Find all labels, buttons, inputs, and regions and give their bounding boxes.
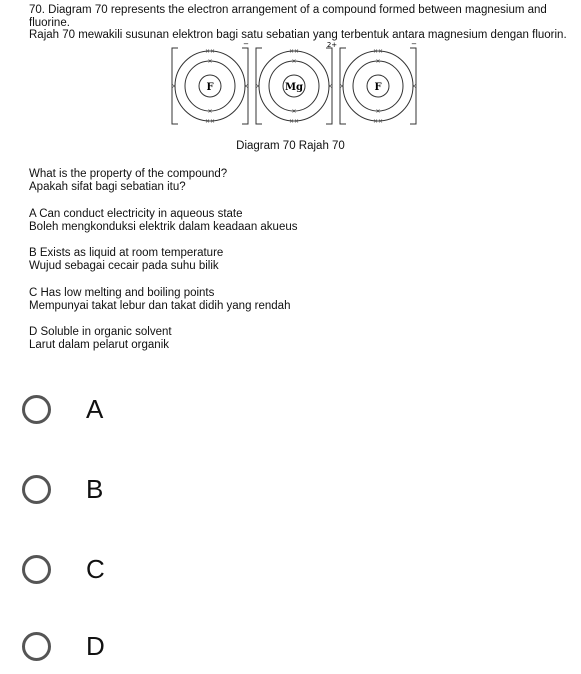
choice-a-text — [29, 208, 298, 233]
svg-text:×: × — [375, 108, 381, 115]
radio-d[interactable] — [22, 632, 51, 661]
choice-b-text — [29, 247, 223, 272]
svg-text:×: × — [171, 83, 177, 90]
choice-c-text — [29, 287, 290, 312]
choice-d-malay: Larut dalam pelarut organik — [29, 338, 169, 351]
ion-symbol-f-right: F — [374, 82, 382, 93]
answer-option-b-label: B — [86, 473, 104, 504]
prompt-malay: Apakah sifat bagi sebatian itu? — [29, 180, 186, 193]
answer-option-c-label: C — [86, 553, 105, 584]
svg-text:×: × — [339, 83, 345, 90]
svg-text:×: × — [411, 83, 417, 90]
question-malay: Rajah 70 mewakili susunan elektron bagi satu sebatian yang terbentuk antara magnesium dengan fluorin. — [29, 29, 567, 41]
answer-option-c[interactable] — [22, 549, 105, 589]
svg-text:×: × — [291, 108, 297, 115]
ion-symbol-f-left: F — [206, 82, 214, 93]
choice-a-english: A Can conduct electricity in aqueous state — [29, 208, 243, 220]
radio-c[interactable] — [22, 555, 51, 584]
choice-d-text — [29, 326, 172, 351]
answer-option-a-label: A — [86, 393, 104, 424]
choice-b-english: B Exists as liquid at room temperature — [29, 247, 224, 259]
answer-option-d[interactable] — [22, 626, 105, 666]
svg-text:××: ×× — [372, 48, 384, 55]
svg-text:××: ×× — [288, 118, 300, 125]
ion-charge-f-left: − — [243, 42, 249, 48]
svg-text:×: × — [327, 83, 333, 90]
svg-text:×: × — [291, 58, 297, 65]
question-english: 70. Diagram 70 represents the electron arrangement of a compound formed between magnesium and fluorine. — [29, 4, 547, 29]
svg-text:×: × — [243, 83, 249, 90]
ion-charge-f-right: − — [411, 42, 417, 48]
svg-text:××: ×× — [288, 48, 300, 55]
prompt-english: What is the property of the compound? — [29, 168, 228, 180]
prompt-text — [29, 168, 227, 193]
choice-d-english: D Soluble in organic solvent — [29, 326, 172, 338]
svg-text:×: × — [375, 58, 381, 65]
question-text — [29, 4, 574, 42]
answer-option-b[interactable] — [22, 469, 104, 509]
electron-arrangement-diagram — [168, 42, 418, 130]
svg-text:×: × — [207, 108, 213, 115]
svg-text:××: ×× — [372, 118, 384, 125]
radio-a[interactable] — [22, 395, 51, 424]
ion-symbol-mg: Mg — [284, 82, 304, 93]
svg-text:×: × — [207, 58, 213, 65]
radio-b[interactable] — [22, 475, 51, 504]
choice-c-malay: Mempunyai takat lebur dan takat didih yang rendah — [29, 299, 291, 312]
answer-option-d-label: D — [86, 630, 105, 661]
svg-text:××: ×× — [204, 48, 216, 55]
choice-c-english: C Has low melting and boiling points — [29, 287, 215, 299]
svg-text:××: ×× — [204, 118, 216, 125]
choice-b-malay: Wujud sebagai cecair pada suhu bilik — [29, 259, 219, 272]
svg-text:×: × — [255, 83, 261, 90]
answer-option-a[interactable] — [22, 389, 104, 429]
choice-a-malay: Boleh mengkonduksi elektrik dalam keadaan akueus — [29, 220, 298, 233]
diagram-caption: Diagram 70 Rajah 70 — [236, 140, 345, 152]
ion-charge-mg: 2+ — [326, 42, 338, 49]
